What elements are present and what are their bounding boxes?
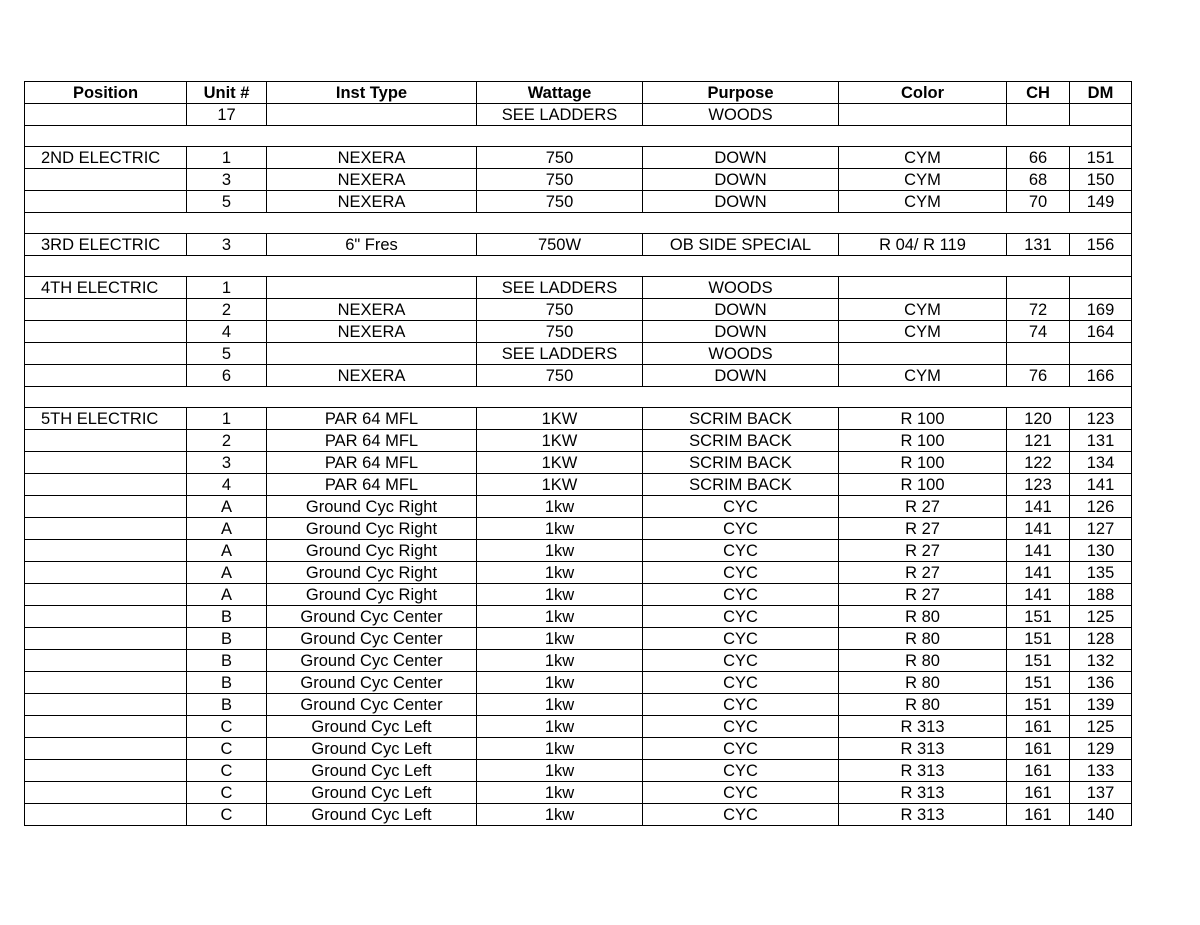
table-row <box>25 562 1132 584</box>
table-row <box>25 650 1132 672</box>
cell-inst-type: Ground Cyc Center <box>267 628 477 650</box>
cell-inst-type: Ground Cyc Right <box>267 562 477 584</box>
cell-color: CYM <box>839 299 1007 321</box>
cell-color: R 27 <box>839 562 1007 584</box>
cell-position: 4TH ELECTRIC <box>25 277 187 299</box>
cell-wattage: 750 <box>477 365 643 387</box>
spacer-row <box>25 256 1132 277</box>
cell-inst-type: Ground Cyc Left <box>267 760 477 782</box>
cell-unit: 1 <box>187 277 267 299</box>
cell-color <box>839 104 1007 126</box>
cell-wattage: SEE LADDERS <box>477 277 643 299</box>
cell-position <box>25 299 187 321</box>
cell-color: R 27 <box>839 584 1007 606</box>
cell-color: CYM <box>839 147 1007 169</box>
cell-wattage: 750 <box>477 321 643 343</box>
cell-channel: 161 <box>1007 760 1070 782</box>
table-row <box>25 738 1132 760</box>
table-row <box>25 628 1132 650</box>
cell-unit: B <box>187 694 267 716</box>
cell-purpose: DOWN <box>643 191 839 213</box>
cell-wattage: 1kw <box>477 672 643 694</box>
cell-purpose: CYC <box>643 518 839 540</box>
spacer-row <box>25 213 1132 234</box>
cell-channel <box>1007 104 1070 126</box>
cell-channel: 72 <box>1007 299 1070 321</box>
cell-position <box>25 452 187 474</box>
cell-inst-type: Ground Cyc Left <box>267 782 477 804</box>
cell-channel: 151 <box>1007 694 1070 716</box>
cell-wattage: 1kw <box>477 738 643 760</box>
table-row <box>25 606 1132 628</box>
cell-dimmer: 129 <box>1070 738 1132 760</box>
table-row <box>25 234 1132 256</box>
cell-purpose: SCRIM BACK <box>643 408 839 430</box>
cell-dimmer: 140 <box>1070 804 1132 826</box>
spacer-cell <box>25 213 1132 234</box>
cell-unit: 1 <box>187 408 267 430</box>
cell-unit: A <box>187 562 267 584</box>
cell-unit: 2 <box>187 299 267 321</box>
cell-color: R 04/ R 119 <box>839 234 1007 256</box>
cell-wattage: 1KW <box>477 474 643 496</box>
cell-inst-type: Ground Cyc Left <box>267 738 477 760</box>
cell-dimmer: 141 <box>1070 474 1132 496</box>
cell-color: R 80 <box>839 694 1007 716</box>
cell-unit: B <box>187 650 267 672</box>
table-row <box>25 321 1132 343</box>
cell-unit: B <box>187 672 267 694</box>
table-row <box>25 104 1132 126</box>
cell-channel: 161 <box>1007 738 1070 760</box>
spacer-cell <box>25 387 1132 408</box>
cell-position <box>25 694 187 716</box>
cell-dimmer: 151 <box>1070 147 1132 169</box>
cell-position: 3RD ELECTRIC <box>25 234 187 256</box>
cell-position <box>25 343 187 365</box>
cell-channel: 66 <box>1007 147 1070 169</box>
cell-position <box>25 169 187 191</box>
table-row <box>25 672 1132 694</box>
cell-position <box>25 191 187 213</box>
cell-inst-type: Ground Cyc Right <box>267 584 477 606</box>
cell-dimmer: 127 <box>1070 518 1132 540</box>
table-row <box>25 760 1132 782</box>
cell-unit: 3 <box>187 169 267 191</box>
cell-inst-type <box>267 104 477 126</box>
cell-position <box>25 584 187 606</box>
cell-inst-type: PAR 64 MFL <box>267 474 477 496</box>
cell-color: R 27 <box>839 540 1007 562</box>
cell-inst-type: NEXERA <box>267 147 477 169</box>
cell-purpose: CYC <box>643 738 839 760</box>
cell-color: R 100 <box>839 430 1007 452</box>
cell-wattage: 1kw <box>477 584 643 606</box>
cell-inst-type: PAR 64 MFL <box>267 408 477 430</box>
cell-dimmer: 150 <box>1070 169 1132 191</box>
cell-channel: 161 <box>1007 782 1070 804</box>
cell-inst-type: 6" Fres <box>267 234 477 256</box>
cell-wattage: SEE LADDERS <box>477 104 643 126</box>
cell-wattage: 1kw <box>477 694 643 716</box>
cell-channel: 141 <box>1007 540 1070 562</box>
cell-dimmer: 126 <box>1070 496 1132 518</box>
cell-channel: 131 <box>1007 234 1070 256</box>
cell-unit: 5 <box>187 191 267 213</box>
cell-channel: 161 <box>1007 804 1070 826</box>
cell-dimmer: 125 <box>1070 606 1132 628</box>
cell-position <box>25 606 187 628</box>
cell-inst-type: NEXERA <box>267 169 477 191</box>
cell-inst-type <box>267 343 477 365</box>
cell-inst-type <box>267 277 477 299</box>
cell-dimmer <box>1070 104 1132 126</box>
cell-inst-type: Ground Cyc Center <box>267 606 477 628</box>
cell-dimmer: 166 <box>1070 365 1132 387</box>
cell-unit: A <box>187 584 267 606</box>
cell-dimmer: 135 <box>1070 562 1132 584</box>
cell-unit: 17 <box>187 104 267 126</box>
cell-wattage: 1kw <box>477 650 643 672</box>
cell-dimmer: 132 <box>1070 650 1132 672</box>
table-row <box>25 343 1132 365</box>
cell-unit: 6 <box>187 365 267 387</box>
table-row <box>25 365 1132 387</box>
cell-wattage: 750 <box>477 147 643 169</box>
cell-position: 5TH ELECTRIC <box>25 408 187 430</box>
cell-channel: 68 <box>1007 169 1070 191</box>
spacer-cell <box>25 126 1132 147</box>
cell-position <box>25 650 187 672</box>
cell-dimmer <box>1070 277 1132 299</box>
cell-position <box>25 738 187 760</box>
cell-inst-type: Ground Cyc Right <box>267 540 477 562</box>
cell-color: CYM <box>839 169 1007 191</box>
table-row <box>25 804 1132 826</box>
table-row <box>25 169 1132 191</box>
cell-dimmer: 123 <box>1070 408 1132 430</box>
cell-channel: 74 <box>1007 321 1070 343</box>
cell-unit: 5 <box>187 343 267 365</box>
cell-position <box>25 782 187 804</box>
cell-wattage: 750 <box>477 191 643 213</box>
cell-purpose: WOODS <box>643 277 839 299</box>
cell-wattage: 1KW <box>477 408 643 430</box>
cell-inst-type: Ground Cyc Right <box>267 496 477 518</box>
instrument-table <box>24 81 1132 826</box>
cell-purpose: CYC <box>643 606 839 628</box>
cell-color: R 313 <box>839 804 1007 826</box>
table-row <box>25 694 1132 716</box>
cell-dimmer: 131 <box>1070 430 1132 452</box>
cell-inst-type: PAR 64 MFL <box>267 430 477 452</box>
cell-purpose: CYC <box>643 716 839 738</box>
cell-purpose: DOWN <box>643 299 839 321</box>
cell-purpose: CYC <box>643 672 839 694</box>
cell-position <box>25 104 187 126</box>
cell-dimmer: 137 <box>1070 782 1132 804</box>
cell-color: R 313 <box>839 716 1007 738</box>
table-row <box>25 452 1132 474</box>
cell-purpose: WOODS <box>643 343 839 365</box>
cell-color: R 313 <box>839 738 1007 760</box>
cell-position <box>25 716 187 738</box>
cell-color: CYM <box>839 365 1007 387</box>
cell-unit: B <box>187 606 267 628</box>
cell-color: R 100 <box>839 452 1007 474</box>
cell-wattage: 1kw <box>477 540 643 562</box>
cell-position <box>25 672 187 694</box>
col-header-dm: DM <box>1070 82 1132 104</box>
cell-color: R 80 <box>839 672 1007 694</box>
cell-purpose: SCRIM BACK <box>643 474 839 496</box>
cell-dimmer: 139 <box>1070 694 1132 716</box>
cell-position <box>25 804 187 826</box>
cell-inst-type: Ground Cyc Left <box>267 804 477 826</box>
cell-color: R 100 <box>839 408 1007 430</box>
table-row <box>25 299 1132 321</box>
cell-position <box>25 540 187 562</box>
col-header-purpose: Purpose <box>643 82 839 104</box>
cell-inst-type: PAR 64 MFL <box>267 452 477 474</box>
cell-purpose: CYC <box>643 584 839 606</box>
cell-position <box>25 628 187 650</box>
spacer-row <box>25 387 1132 408</box>
table-row <box>25 518 1132 540</box>
table-row <box>25 540 1132 562</box>
cell-dimmer: 134 <box>1070 452 1132 474</box>
cell-color: CYM <box>839 321 1007 343</box>
cell-channel: 151 <box>1007 606 1070 628</box>
cell-dimmer: 130 <box>1070 540 1132 562</box>
cell-color: R 80 <box>839 650 1007 672</box>
cell-inst-type: Ground Cyc Left <box>267 716 477 738</box>
cell-color: R 313 <box>839 782 1007 804</box>
cell-wattage: 1kw <box>477 562 643 584</box>
cell-inst-type: NEXERA <box>267 321 477 343</box>
cell-dimmer: 125 <box>1070 716 1132 738</box>
cell-wattage: 1KW <box>477 452 643 474</box>
cell-purpose: DOWN <box>643 169 839 191</box>
cell-unit: C <box>187 760 267 782</box>
col-header-color: Color <box>839 82 1007 104</box>
cell-channel: 151 <box>1007 650 1070 672</box>
cell-channel: 70 <box>1007 191 1070 213</box>
cell-purpose: CYC <box>643 782 839 804</box>
cell-purpose: DOWN <box>643 147 839 169</box>
cell-channel: 151 <box>1007 672 1070 694</box>
cell-color <box>839 277 1007 299</box>
cell-purpose: SCRIM BACK <box>643 430 839 452</box>
cell-unit: C <box>187 804 267 826</box>
header-row <box>25 82 1132 104</box>
cell-channel: 76 <box>1007 365 1070 387</box>
cell-purpose: SCRIM BACK <box>643 452 839 474</box>
cell-color: CYM <box>839 191 1007 213</box>
cell-purpose: CYC <box>643 540 839 562</box>
cell-purpose: DOWN <box>643 321 839 343</box>
cell-channel: 141 <box>1007 496 1070 518</box>
cell-position <box>25 430 187 452</box>
cell-wattage: 750 <box>477 299 643 321</box>
cell-color: R 80 <box>839 606 1007 628</box>
cell-wattage: 1kw <box>477 716 643 738</box>
cell-wattage: 750W <box>477 234 643 256</box>
cell-inst-type: NEXERA <box>267 365 477 387</box>
cell-unit: 3 <box>187 452 267 474</box>
cell-unit: A <box>187 496 267 518</box>
cell-unit: 1 <box>187 147 267 169</box>
cell-dimmer: 164 <box>1070 321 1132 343</box>
table-row <box>25 782 1132 804</box>
cell-color: R 80 <box>839 628 1007 650</box>
cell-purpose: CYC <box>643 804 839 826</box>
cell-dimmer <box>1070 343 1132 365</box>
cell-inst-type: Ground Cyc Center <box>267 650 477 672</box>
cell-dimmer: 128 <box>1070 628 1132 650</box>
cell-channel: 161 <box>1007 716 1070 738</box>
table-row <box>25 277 1132 299</box>
table-row <box>25 716 1132 738</box>
cell-inst-type: NEXERA <box>267 299 477 321</box>
cell-color: R 100 <box>839 474 1007 496</box>
cell-purpose: OB SIDE SPECIAL <box>643 234 839 256</box>
col-header-wattage: Wattage <box>477 82 643 104</box>
cell-wattage: 1kw <box>477 804 643 826</box>
cell-channel: 141 <box>1007 584 1070 606</box>
cell-wattage: 1KW <box>477 430 643 452</box>
table-row <box>25 408 1132 430</box>
cell-unit: 2 <box>187 430 267 452</box>
spacer-row <box>25 126 1132 147</box>
col-header-unit: Unit # <box>187 82 267 104</box>
cell-channel: 141 <box>1007 518 1070 540</box>
cell-unit: C <box>187 782 267 804</box>
instrument-schedule <box>24 81 1131 826</box>
cell-position <box>25 365 187 387</box>
cell-unit: 4 <box>187 474 267 496</box>
cell-wattage: 1kw <box>477 628 643 650</box>
table-row <box>25 191 1132 213</box>
cell-unit: C <box>187 716 267 738</box>
col-header-ch: CH <box>1007 82 1070 104</box>
cell-channel <box>1007 277 1070 299</box>
table-row <box>25 474 1132 496</box>
cell-position: 2ND ELECTRIC <box>25 147 187 169</box>
cell-position <box>25 760 187 782</box>
cell-unit: C <box>187 738 267 760</box>
cell-channel: 151 <box>1007 628 1070 650</box>
cell-position <box>25 474 187 496</box>
cell-unit: A <box>187 540 267 562</box>
cell-wattage: SEE LADDERS <box>477 343 643 365</box>
cell-channel: 123 <box>1007 474 1070 496</box>
spacer-cell <box>25 256 1132 277</box>
col-header-inst-type: Inst Type <box>267 82 477 104</box>
cell-color: R 313 <box>839 760 1007 782</box>
cell-unit: A <box>187 518 267 540</box>
cell-dimmer: 188 <box>1070 584 1132 606</box>
cell-color: R 27 <box>839 496 1007 518</box>
cell-position <box>25 496 187 518</box>
cell-dimmer: 133 <box>1070 760 1132 782</box>
cell-position <box>25 518 187 540</box>
cell-wattage: 1kw <box>477 606 643 628</box>
cell-dimmer: 136 <box>1070 672 1132 694</box>
cell-inst-type: Ground Cyc Center <box>267 694 477 716</box>
table-row <box>25 147 1132 169</box>
table-row <box>25 496 1132 518</box>
cell-wattage: 750 <box>477 169 643 191</box>
cell-color <box>839 343 1007 365</box>
cell-wattage: 1kw <box>477 496 643 518</box>
cell-dimmer: 156 <box>1070 234 1132 256</box>
cell-inst-type: Ground Cyc Right <box>267 518 477 540</box>
cell-position <box>25 321 187 343</box>
cell-unit: 4 <box>187 321 267 343</box>
cell-channel: 122 <box>1007 452 1070 474</box>
cell-purpose: CYC <box>643 496 839 518</box>
cell-channel <box>1007 343 1070 365</box>
table-row <box>25 430 1132 452</box>
cell-position <box>25 562 187 584</box>
cell-purpose: CYC <box>643 650 839 672</box>
col-header-position: Position <box>25 82 187 104</box>
cell-dimmer: 169 <box>1070 299 1132 321</box>
cell-inst-type: Ground Cyc Center <box>267 672 477 694</box>
cell-purpose: DOWN <box>643 365 839 387</box>
cell-color: R 27 <box>839 518 1007 540</box>
cell-purpose: WOODS <box>643 104 839 126</box>
cell-purpose: CYC <box>643 760 839 782</box>
cell-channel: 121 <box>1007 430 1070 452</box>
cell-unit: 3 <box>187 234 267 256</box>
cell-wattage: 1kw <box>477 782 643 804</box>
cell-channel: 141 <box>1007 562 1070 584</box>
cell-channel: 120 <box>1007 408 1070 430</box>
table-row <box>25 584 1132 606</box>
cell-purpose: CYC <box>643 628 839 650</box>
cell-inst-type: NEXERA <box>267 191 477 213</box>
cell-unit: B <box>187 628 267 650</box>
cell-dimmer: 149 <box>1070 191 1132 213</box>
cell-wattage: 1kw <box>477 760 643 782</box>
cell-purpose: CYC <box>643 694 839 716</box>
cell-purpose: CYC <box>643 562 839 584</box>
cell-wattage: 1kw <box>477 518 643 540</box>
